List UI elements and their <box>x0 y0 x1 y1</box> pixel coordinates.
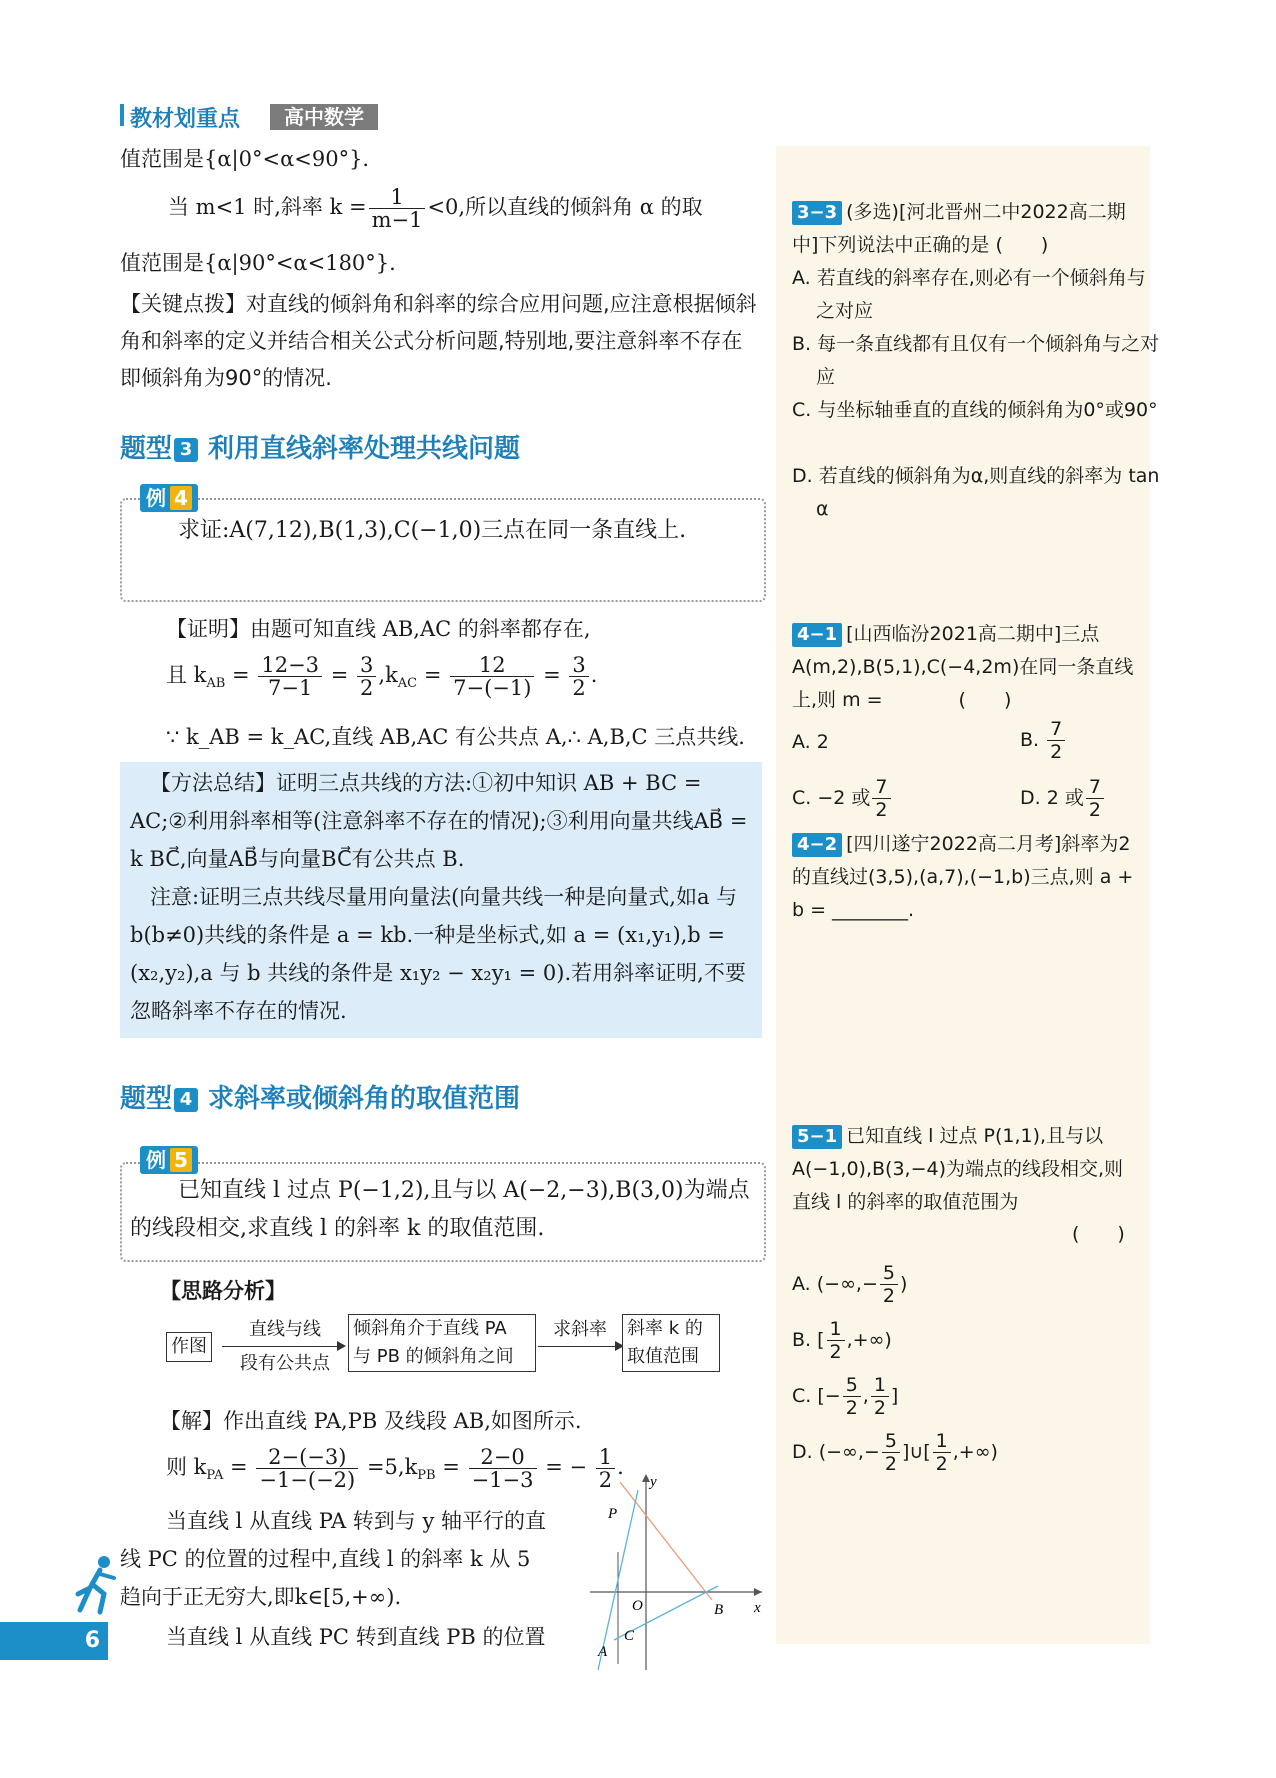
section-heading-type3: 题型 3 利用直线斜率处理共线问题 <box>120 434 521 464</box>
header-brand: 教材划重点 <box>130 107 241 132</box>
answer-paren: ( ) <box>1072 1223 1125 1245</box>
section-heading-type4: 题型 4 求斜率或倾斜角的取值范围 <box>120 1084 521 1114</box>
flow-box-slope-range: 斜率 k 的 取值范围 <box>622 1314 720 1372</box>
option-d: D. (−∞,− $\frac{5}{2}$ ]∪[ $\frac{1}{2}$ ,+∞) <box>792 1430 998 1475</box>
method-summary-text: 【方法总结】证明三点共线的方法:①初中知识 AB + BC = AC;②利用斜率相等(注意斜率不存在的情况);③利用向量共线AB⃗ = k BC⃗,向量AB⃗与向量BC⃗有公共点 B. <box>130 771 748 871</box>
option-a: A. 若直线的斜率存在,则必有一个倾斜角与之对应 <box>792 267 1146 322</box>
header-accent-bar <box>120 104 124 126</box>
proof-conclusion: ∵ k_AB = k_AC,直线 AB,AC 有公共点 A,∴ A,B,C 三点共线. <box>166 725 745 749</box>
proof-formula-line: 且 $k_{AB}$ = $\frac{12-3}{7-1}$ = $\frac{3}{2}$ $,k_{AC}$ = $\frac{12}{7-(-1)}$ = $\frac{3}{2}$ . <box>166 653 598 700</box>
example-5-text: 已知直线 l 过点 P(−1,2),且与以 A(−2,−3),B(3,0)为端点的线段相交,求直线 l 的斜率 k 的取值范围. <box>130 1178 750 1241</box>
option-a: A. 2 <box>792 731 829 753</box>
text-line-with-fraction: 当 m<1 时,斜率 k = $\frac{1}{m-1}$ <0,所以直线的倾斜角 α 的取 <box>168 185 703 232</box>
option-c: C. [− $\frac{5}{2}$ , $\frac{1}{2}$ ] <box>792 1374 899 1419</box>
option-b: B. [ $\frac{1}{2}$ ,+∞) <box>792 1318 892 1363</box>
text-line: 值范围是{α|90°<α<180°}. <box>120 251 396 275</box>
option-b: B. 每一条直线都有且仅有一个倾斜角与之对应 <box>792 333 1160 388</box>
solution-line: 趋向于正无穷大,即k∈[5,+∞). <box>120 1585 402 1609</box>
option-d: D. 若直线的倾斜角为α,则直线的斜率为 tan α <box>792 465 1160 520</box>
flow-arrow-2 <box>538 1346 622 1347</box>
header-subject: 高中数学 <box>270 104 378 130</box>
example-4-text: 求证:A(7,12),B(1,3),C(−1,0)三点在同一条直线上. <box>178 518 687 543</box>
option-d: D. 2 或 $\frac{7}{2}$ <box>1020 776 1106 821</box>
fraction: $\frac{1}{m-1}$ <box>369 186 426 231</box>
line-pb <box>620 1482 712 1600</box>
label-b: B <box>714 1602 724 1618</box>
option-a: A. (−∞,− $\frac{5}{2}$ ) <box>792 1262 908 1307</box>
proof-line: 【证明】由题可知直线 AB,AC 的斜率都存在, <box>166 617 591 641</box>
label-a: A <box>598 1644 608 1660</box>
flow-box-draw: 作图 <box>166 1332 212 1362</box>
question-4-1: 4−1 [山西临汾2021高二期中]三点A(m,2),B(5,1),C(−4,2m)在同一条直线上,则 m = ( ) <box>792 623 1134 711</box>
solution-formula-line: 则 $k_{PA}$ = $\frac{2-(-3)}{-1-(-2)}$ $=5,k_{PB}$ = $\frac{2-0}{-1-3}$ = − $\frac{1}{2}$ . <box>166 1445 624 1492</box>
question-5-1: 5−1 已知直线 l 过点 P(1,1),且与以A(−1,0),B(3,−4)为端点的线段相交,则直线 l 的斜率的取值范围为 <box>792 1125 1124 1213</box>
x-axis-arrow <box>754 1588 762 1596</box>
key-tip-paragraph: 【关键点拨】对直线的倾斜角和斜率的综合应用问题,应注意根据倾斜角和斜率的定义并结合相关公式分析问题,特别地,要注意斜率不存在即倾斜角为90°的情况. <box>120 292 757 390</box>
flow-box-angle-range: 倾斜角介于直线 PA 与 PB 的倾斜角之间 <box>348 1314 536 1372</box>
solution-line: 当直线 l 从直线 PC 转到直线 PB 的位置 <box>166 1625 546 1649</box>
option-c: C. −2 或 $\frac{7}{2}$ <box>792 776 893 821</box>
solution-line: 当直线 l 从直线 PA 转到与 y 轴平行的直 <box>166 1509 546 1533</box>
example-4-tag: 例 4 <box>140 484 198 512</box>
option-b: B. $\frac{7}{2}$ <box>1020 718 1067 763</box>
label-p: P <box>608 1506 618 1522</box>
label-x: x <box>754 1600 761 1616</box>
question-4-2: 4−2 [四川遂宁2022高二月考]斜率为2的直线过(3,5),(a,7),(−1,b)三点,则 a + b = ________. <box>792 833 1134 921</box>
solution-line: 【解】作出直线 PA,PB 及线段 AB,如图所示. <box>160 1409 582 1433</box>
flow-label-1a: 直线与线 <box>249 1319 321 1340</box>
coordinate-sketch <box>590 1468 770 1670</box>
question-3-3: 3−3 (多选)[河北晋州二中2022高二期中]下列说法中正确的是 ( ) <box>792 201 1126 256</box>
label-c: C <box>624 1628 635 1644</box>
analysis-label: 【思路分析】 <box>160 1279 286 1303</box>
label-y: y <box>650 1474 657 1490</box>
label-o: O <box>632 1598 643 1614</box>
runner-decoration-icon <box>70 1554 126 1616</box>
flow-arrow-1 <box>222 1346 344 1347</box>
flow-label-2: 求斜率 <box>553 1319 607 1340</box>
y-axis-arrow <box>642 1474 650 1482</box>
option-c: C. 与坐标轴垂直的直线的倾斜角为0°或90° <box>792 399 1158 421</box>
text-line: 值范围是{α|0°<α<90°}. <box>120 147 370 171</box>
method-note-text: 注意:证明三点共线尽量用向量法(向量共线一种是向量式,如a 与b(b≠0)共线的条件是 a = kb.一种是坐标式,如 a = (x₁,y₁),b = (x₂,y₂),a 与 b 共线的条件是 x₁y₂ − x₂y₁ = 0).若用斜率证明,不要忽略斜率不存在的情况. <box>130 885 746 1023</box>
flow-label-1b: 段有公共点 <box>240 1353 330 1374</box>
solution-line: 线 PC 的位置的过程中,直线 l 的斜率 k 从 5 <box>120 1547 531 1571</box>
page-number: 6 <box>0 1622 108 1660</box>
example-5-tag: 例 5 <box>140 1146 198 1174</box>
